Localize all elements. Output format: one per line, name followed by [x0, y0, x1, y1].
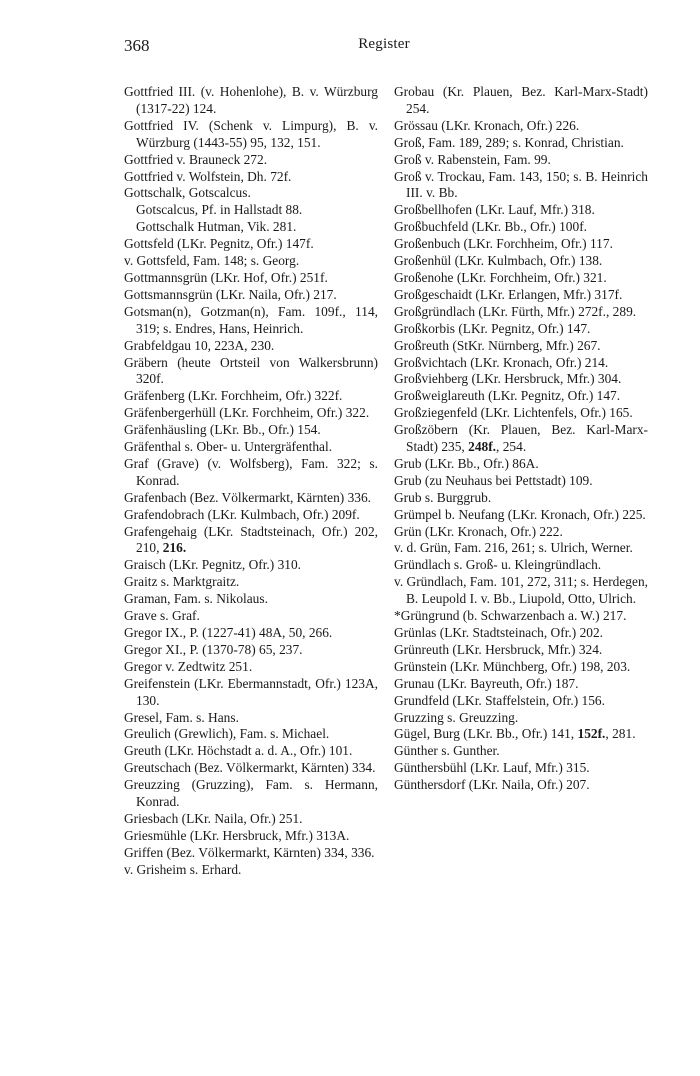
index-entry-text: Greuzzing (Gruzzing), Fam. s. Hermann, Konrad. [124, 777, 378, 810]
index-entry [394, 625, 648, 642]
index-entry-text: Grünreuth (LKr. Hersbruck, Mfr.) 324. [394, 641, 603, 657]
index-entry-text: Günthersbühl (LKr. Lauf, Mfr.) 315. [394, 760, 590, 776]
index-entry-text: Gründlach s. Groß- u. Kleingründlach. [394, 557, 602, 573]
index-entry [394, 642, 648, 659]
index-entry-text: Großbuchfeld (LKr. Bb., Ofr.) 100f. [394, 219, 588, 235]
index-entry [394, 710, 648, 727]
index-entry [394, 202, 648, 219]
index-entry-text: Gräfenbergerhüll (LKr. Forchheim, Ofr.) 322. [124, 405, 370, 421]
index-entry [124, 152, 378, 169]
index-entry-text: Großviehberg (LKr. Hersbruck, Mfr.) 304. [394, 371, 622, 387]
index-entry [124, 304, 378, 338]
index-entry [124, 219, 378, 236]
index-column-right [394, 84, 648, 794]
index-entry-text: Großzöbern (Kr. Plauen, Bez. Karl-Marx-Stadt) 235, [394, 422, 648, 455]
index-entry [394, 219, 648, 236]
index-entry-bold-ref: 152f. [577, 726, 606, 742]
index-entry-bold-ref: 216. [162, 540, 187, 556]
index-entry-text: Graf (Grave) (v. Wolfsberg), Fam. 322; s. Konrad. [124, 455, 378, 488]
index-entry-text: Grafengehaig (LKr. Stadtsteinach, Ofr.) 202, 210, [124, 523, 378, 556]
index-entry [124, 507, 378, 524]
index-entry-text: Grössau (LKr. Kronach, Ofr.) 226. [394, 117, 580, 133]
index-entry-text: Gügel, Burg (LKr. Bb., Ofr.) 141, [394, 726, 578, 742]
index-entry [124, 202, 378, 219]
index-entry [124, 439, 378, 456]
index-entry [124, 490, 378, 507]
index-entry-text: Gregor IX., P. (1227-41) 48A, 50, 266. [124, 625, 333, 640]
index-entry [124, 355, 378, 389]
index-entry-text: Gottmannsgrün (LKr. Hof, Ofr.) 251f. [124, 269, 328, 285]
index-entry-text-after: , 254. [496, 439, 527, 455]
index-entry [124, 828, 378, 845]
index-entry-text: Gottsfeld (LKr. Pegnitz, Ofr.) 147f. [124, 236, 314, 252]
index-entry [394, 540, 648, 557]
index-entry-text: *Grüngrund (b. Schwarzenbach a. W.) 217. [394, 608, 627, 624]
index-entry [394, 270, 648, 287]
index-entry-text: Großgründlach (LKr. Fürth, Mfr.) 272f., 289. [394, 303, 637, 319]
index-entry [124, 642, 378, 659]
index-entry [124, 625, 378, 642]
index-entry [394, 422, 648, 456]
index-entry [394, 169, 648, 203]
index-entry [124, 236, 378, 253]
index-entry-text: Gottsmannsgrün (LKr. Naila, Ofr.) 217. [124, 286, 337, 302]
index-entry [394, 456, 648, 473]
index-entry [124, 118, 378, 152]
index-entry-text: Großgeschaidt (LKr. Erlangen, Mfr.) 317f. [394, 286, 623, 302]
index-entry [124, 388, 378, 405]
index-entry [394, 405, 648, 422]
index-entry-text: Großenbuch (LKr. Forchheim, Ofr.) 117. [394, 236, 613, 252]
index-entry-text: Gräbern (heute Ortsteil von Walkersbrunn) 320f. [124, 354, 378, 387]
index-entry-text: Gotsman(n), Gotzman(n), Fam. 109f., 114, 319; s. Endres, Hans, Heinrich. [124, 303, 378, 336]
index-entry-text: Groß v. Trockau, Fam. 143, 150; s. B. Heinrich III. v. Bb. [394, 168, 648, 201]
index-entry [394, 659, 648, 676]
index-entry [124, 726, 378, 743]
index-entry-text: Gottschalk, Gotscalcus. [124, 185, 251, 201]
index-entry [124, 456, 378, 490]
index-entry [124, 574, 378, 591]
index-entry-text: Gruzzing s. Greuzzing. [394, 709, 519, 725]
index-entry-text: Gottfried v. Brauneck 272. [124, 151, 268, 167]
index-entry-text: Greutschach (Bez. Völkermarkt, Kärnten) 334. [124, 760, 376, 776]
index-entry-text: Grümpel b. Neufang (LKr. Kronach, Ofr.) 225. [394, 506, 646, 522]
index-entry-text: Grundfeld (LKr. Staffelstein, Ofr.) 156. [394, 692, 605, 708]
index-entry [124, 811, 378, 828]
index-entry-text: Grafendobrach (LKr. Kulmbach, Ofr.) 209f. [124, 506, 360, 522]
page-number: 368 [124, 36, 150, 55]
index-entry [394, 253, 648, 270]
index-entry-text: v. d. Grün, Fam. 216, 261; s. Ulrich, Werner. [394, 540, 633, 556]
index-entry [124, 862, 378, 879]
index-entry-text: Günthersdorf (LKr. Naila, Ofr.) 207. [394, 777, 590, 793]
index-entry [394, 236, 648, 253]
index-entry-text: Grub s. Burggrub. [394, 489, 492, 505]
index-entry-text: v. Gründlach, Fam. 101, 272, 311; s. Herdegen, B. Leupold I. v. Bb., Liupold, Otto, Ulrich. [394, 574, 648, 607]
index-entry-text: Griesmühle (LKr. Hersbruck, Mfr.) 313A. [124, 827, 350, 843]
index-entry-text: v. Grisheim s. Erhard. [124, 861, 242, 877]
index-entry-text: Gottschalk Hutman, Vik. 281. [136, 219, 297, 235]
index-entry [394, 574, 648, 608]
index-entry-text: Großweiglareuth (LKr. Pegnitz, Ofr.) 147. [394, 388, 621, 404]
index-entry-text: Gregor v. Zedtwitz 251. [124, 658, 253, 674]
index-entry [394, 152, 648, 169]
index-entry-text: Gregor XI., P. (1370-78) 65, 237. [124, 641, 303, 657]
index-entry [124, 659, 378, 676]
index-entry [124, 710, 378, 727]
index-entry [394, 388, 648, 405]
index-entry-text: Großziegenfeld (LKr. Lichtenfels, Ofr.) 165. [394, 405, 633, 421]
index-entry-text: Günther s. Gunther. [394, 743, 500, 759]
index-entry-text: Gräfenberg (LKr. Forchheim, Ofr.) 322f. [124, 388, 343, 404]
index-entry-text: Großenhül (LKr. Kulmbach, Ofr.) 138. [394, 253, 603, 269]
index-entry-text: Greifenstein (LKr. Ebermannstadt, Ofr.) 123A, 130. [124, 675, 378, 708]
index-entry-text: Gottfried III. (v. Hohenlohe), B. v. Würzburg (1317-22) 124. [124, 84, 378, 116]
index-entry [394, 524, 648, 541]
index-entry [124, 591, 378, 608]
index-entry [394, 777, 648, 794]
index-entry [124, 608, 378, 625]
index-entry [394, 473, 648, 490]
index-entry [394, 135, 648, 152]
index-entry [124, 84, 378, 118]
index-entry-text-after: , 281. [605, 726, 636, 742]
index-entry-bold-ref: 248f. [468, 439, 497, 455]
index-entry-text: Grünlas (LKr. Stadtsteinach, Ofr.) 202. [394, 625, 603, 640]
index-entry [124, 777, 378, 811]
index-entry [124, 185, 378, 202]
index-entry-text: Gotscalcus, Pf. in Hallstadt 88. [136, 202, 303, 218]
index-entry [394, 84, 648, 118]
index-entry-text: Grobau (Kr. Plauen, Bez. Karl-Marx-Stadt) 254. [394, 84, 648, 116]
index-entry-text: Grave s. Graf. [124, 608, 200, 624]
index-entry [394, 760, 648, 777]
index-entry [394, 490, 648, 507]
index-entry [124, 270, 378, 287]
index-entry [394, 371, 648, 388]
index-entry-text: Gräfenhäusling (LKr. Bb., Ofr.) 154. [124, 422, 321, 438]
index-entry-text: v. Gottsfeld, Fam. 148; s. Georg. [124, 253, 300, 269]
index-entry [124, 287, 378, 304]
index-entry-text: Graman, Fam. s. Nikolaus. [124, 591, 268, 607]
index-entry [124, 676, 378, 710]
page-header [124, 36, 644, 60]
index-entry-text: Gottfried IV. (Schenk v. Limpurg), B. v. Würzburg (1443-55) 95, 132, 151. [124, 117, 378, 150]
index-entry-text: Grabfeldgau 10, 223A, 230. [124, 337, 275, 353]
index-entry [124, 743, 378, 760]
index-entry-text: Grub (zu Neuhaus bei Pettstadt) 109. [394, 472, 593, 488]
index-entry-text: Grün (LKr. Kronach, Ofr.) 222. [394, 523, 563, 539]
index-entry [394, 693, 648, 710]
index-entry [394, 743, 648, 760]
index-entry [394, 118, 648, 135]
index-entry-text: Grunau (LKr. Bayreuth, Ofr.) 187. [394, 675, 579, 691]
index-entry-text: Großenohe (LKr. Forchheim, Ofr.) 321. [394, 269, 607, 285]
index-entry [124, 557, 378, 574]
index-entry-text: Großbellhofen (LKr. Lauf, Mfr.) 318. [394, 202, 595, 218]
index-column-left [124, 84, 378, 879]
index-entry [394, 507, 648, 524]
index-entry-text: Gräfenthal s. Ober- u. Untergräfenthal. [124, 439, 333, 455]
index-entry-text: Greuth (LKr. Höchstadt a. d. A., Ofr.) 101. [124, 743, 353, 759]
index-entry [394, 608, 648, 625]
index-entry-text: Großvichtach (LKr. Kronach, Ofr.) 214. [394, 354, 609, 370]
index-entry [394, 338, 648, 355]
index-entry [394, 287, 648, 304]
index-entry [394, 355, 648, 372]
index-entry-text: Gresel, Fam. s. Hans. [124, 709, 239, 725]
running-title: Register [358, 36, 410, 52]
index-entry [124, 338, 378, 355]
index-entry [394, 304, 648, 321]
index-entry [124, 524, 378, 558]
index-entry [394, 726, 648, 743]
index-entry-text: Grafenbach (Bez. Völkermarkt, Kärnten) 336. [124, 489, 372, 505]
index-entry [394, 676, 648, 693]
index-entry [394, 557, 648, 574]
index-entry-text: Grünstein (LKr. Münchberg, Ofr.) 198, 203. [394, 658, 631, 674]
index-entry-text: Griesbach (LKr. Naila, Ofr.) 251. [124, 810, 303, 826]
index-entry-text: Graisch (LKr. Pegnitz, Ofr.) 310. [124, 557, 302, 573]
index-entry [124, 405, 378, 422]
index-entry-text: Großreuth (StKr. Nürnberg, Mfr.) 267. [394, 337, 601, 353]
index-entry [394, 321, 648, 338]
index-entry [124, 253, 378, 270]
index-entry-text: Groß v. Rabenstein, Fam. 99. [394, 151, 551, 167]
index-entry-text: Grub (LKr. Bb., Ofr.) 86A. [394, 455, 539, 471]
index-entry [124, 760, 378, 777]
index-entry-text: Großkorbis (LKr. Pegnitz, Ofr.) 147. [394, 320, 591, 336]
index-entry-text: Griffen (Bez. Völkermarkt, Kärnten) 334, 336. [124, 844, 375, 860]
index-entry-text: Greulich (Grewlich), Fam. s. Michael. [124, 726, 330, 742]
index-entry-text: Graitz s. Marktgraitz. [124, 574, 240, 590]
index-entry-text: Gottfried v. Wolfstein, Dh. 72f. [124, 168, 292, 184]
index-entry-text: Groß, Fam. 189, 289; s. Konrad, Christian. [394, 134, 624, 150]
index-entry [124, 169, 378, 186]
index-entry [124, 422, 378, 439]
index-entry [124, 845, 378, 862]
